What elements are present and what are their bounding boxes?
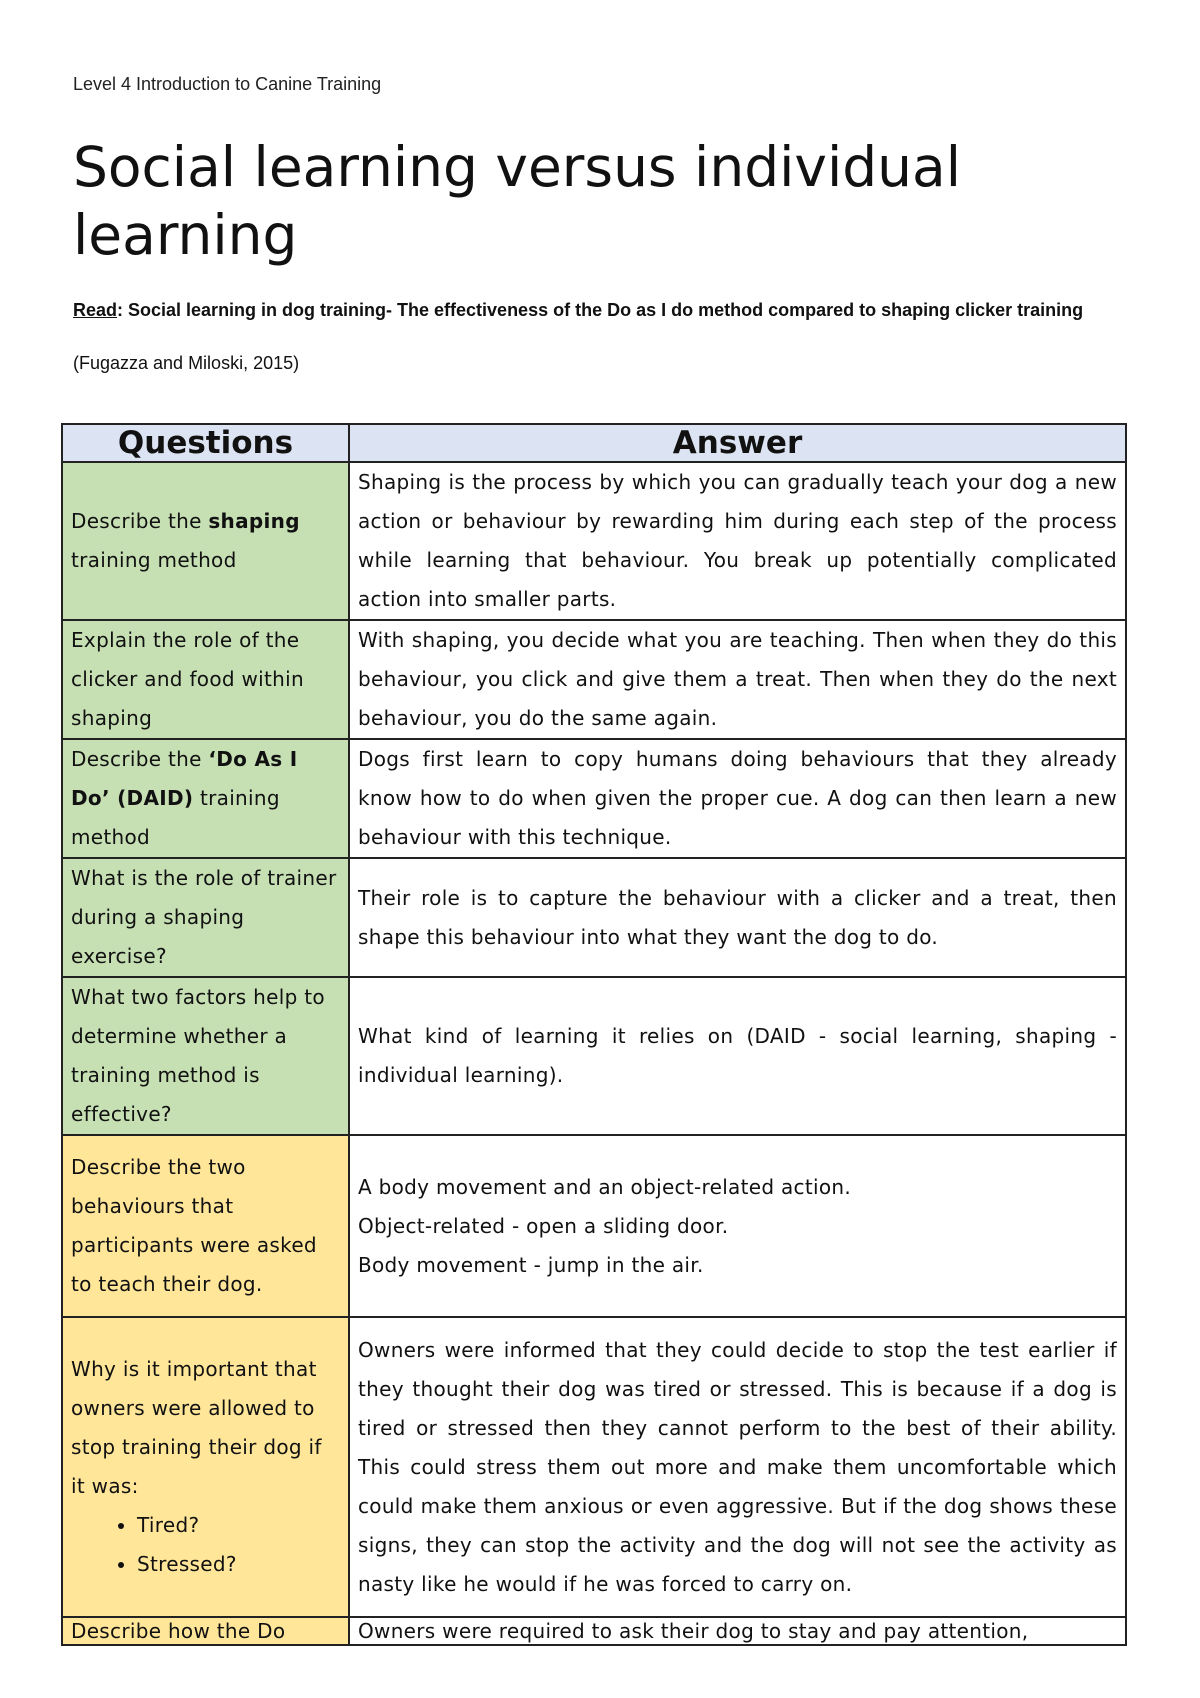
- table-header-row: [62, 424, 1126, 462]
- table-row: [62, 739, 1126, 858]
- question-cell: [62, 739, 349, 858]
- reading-citation: (Fugazza and Miloski, 2015): [73, 353, 300, 373]
- answer-line: Body movement - jump in the air.: [358, 1252, 704, 1277]
- question-text: training method: [71, 786, 280, 849]
- questions-header: Questions: [62, 424, 349, 462]
- table-row: [62, 1317, 1126, 1617]
- qa-table: [61, 423, 1127, 1646]
- question-cell: Describe how the Do: [62, 1617, 349, 1645]
- question-cell: Explain the role of the clicker and food within shaping: [62, 620, 349, 739]
- table-row: [62, 1617, 1126, 1645]
- question-text: Describe the: [71, 747, 209, 771]
- answer-cell: Owners were required to ask their dog to stay and pay attention,: [349, 1617, 1126, 1645]
- answer-cell: Their role is to capture the behaviour with a clicker and a treat, then shape this behaviour into what they want the dog to do.: [349, 858, 1126, 977]
- table-row: [62, 858, 1126, 977]
- question-cell: [62, 462, 349, 620]
- question-keyword: ‘Do As I Do’ (DAID): [71, 747, 298, 810]
- answer-header: Answer: [349, 424, 1126, 462]
- answer-cell: Owners were informed that they could decide to stop the test earlier if they thought their dog was tired or stressed. This is because if a dog is tired or stressed then they cannot perform to the best of their ability. This could stress them out more and make them uncomfortable which could make them anxious or even aggressive. But if the dog shows these signs, they can stop the activity and the dog will not see the activity as nasty like he would if he was forced to carry on.: [349, 1317, 1126, 1617]
- bullet-item: • Tired?: [137, 1506, 340, 1545]
- question-cell: [62, 1317, 349, 1617]
- question-bullets: [71, 1506, 340, 1584]
- answer-cell: Shaping is the process by which you can gradually teach your dog a new action or behaviour by rewarding him during each step of the process while learning that behaviour. You break up potentially complicated action into smaller parts.: [349, 462, 1126, 620]
- answer-line: Object-related - open a sliding door.: [358, 1213, 729, 1238]
- answer-cell: Dogs first learn to copy humans doing behaviours that they already know how to do when given the proper cue. A dog can then learn a new behaviour with this technique.: [349, 739, 1126, 858]
- question-text: Describe the: [71, 509, 209, 533]
- question-keyword: shaping: [208, 509, 300, 533]
- question-cell: What two factors help to determine whether a training method is effective?: [62, 977, 349, 1135]
- question-cell: What is the role of trainer during a shaping exercise?: [62, 858, 349, 977]
- table-row: [62, 1135, 1126, 1317]
- question-text: Why is it important that owners were allowed to stop training their dog if it was:: [71, 1357, 322, 1498]
- question-text: training method: [71, 548, 237, 572]
- answer-cell: [349, 1135, 1126, 1317]
- table-row: [62, 462, 1126, 620]
- answer-line: A body movement and an object-related action.: [358, 1174, 852, 1199]
- answer-cell: With shaping, you decide what you are teaching. Then when they do this behaviour, you click and give them a treat. Then when they do the next behaviour, you do the same again.: [349, 620, 1126, 739]
- answer-cell: What kind of learning it relies on (DAID - social learning, shaping - individual learning).: [349, 977, 1126, 1135]
- bullet-item: • Stressed?: [137, 1545, 340, 1584]
- reading-assignment: [73, 297, 1133, 324]
- reading-label: Read: [73, 300, 118, 320]
- page-title: Social learning versus individual learning: [73, 135, 961, 267]
- question-cell: Describe the two behaviours that participants were asked to teach their dog.: [62, 1135, 349, 1317]
- table-row: [62, 977, 1126, 1135]
- course-header: Level 4 Introduction to Canine Training: [73, 74, 382, 94]
- reading-title: : Social learning in dog training- The effectiveness of the Do as I do method compared to shaping clicker training: [117, 300, 1084, 320]
- table-row: [62, 620, 1126, 739]
